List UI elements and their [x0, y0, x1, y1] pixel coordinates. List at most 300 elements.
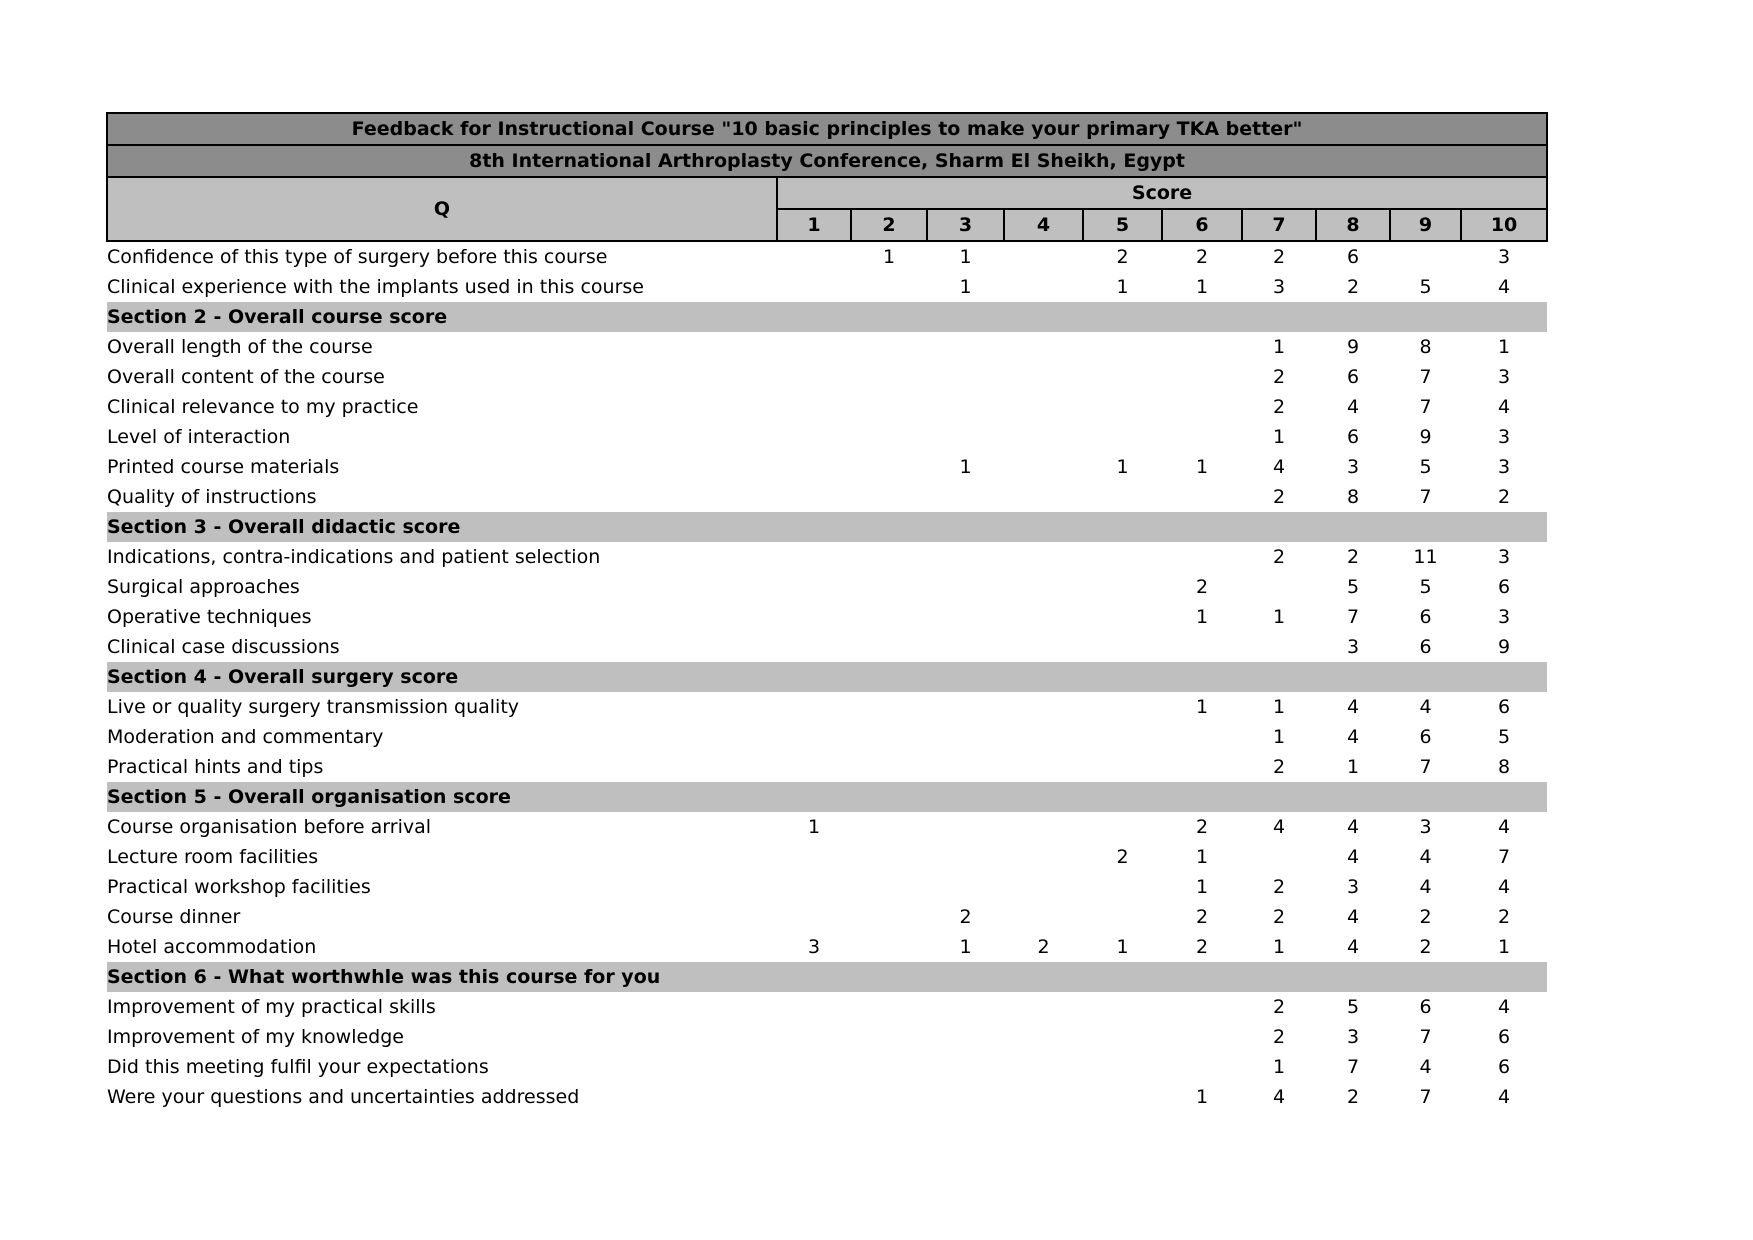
- score-cell: 4: [1346, 846, 1360, 868]
- score-cell: 2: [1195, 246, 1209, 268]
- question-label: Live or quality surgery transmission quality: [107, 696, 520, 718]
- question-label: Practical workshop facilities: [107, 876, 371, 898]
- score-cell: 2: [1419, 906, 1432, 928]
- score-cell: 2: [1272, 756, 1286, 778]
- feedback-table: [106, 112, 1548, 1112]
- score-cell: 3: [1498, 246, 1511, 268]
- score-cell: [1083, 872, 1162, 902]
- section-title: Section 4 - Overall surgery score: [107, 662, 1547, 692]
- question-label: Overall length of the course: [107, 336, 373, 358]
- score-cell: 7: [1346, 606, 1360, 628]
- score-cell: [777, 362, 851, 392]
- score-cell: [1242, 842, 1316, 872]
- score-cell: [1162, 1022, 1242, 1052]
- score-cell: [851, 602, 927, 632]
- section-title: Section 2 - Overall course score: [107, 302, 1547, 332]
- score-cell: [777, 602, 851, 632]
- score-cell: [777, 241, 851, 272]
- score-cell: [927, 572, 1004, 602]
- question-label: Course dinner: [107, 906, 241, 928]
- score-cell: [1004, 1022, 1083, 1052]
- score-cell: 8: [1419, 336, 1432, 358]
- score-cell: [1004, 1052, 1083, 1082]
- score-header-6: 6: [1162, 209, 1242, 241]
- question-label: Moderation and commentary: [107, 726, 384, 748]
- score-cell: [851, 1082, 927, 1112]
- score-cell: 2: [1272, 546, 1286, 568]
- table-row: [107, 542, 1547, 572]
- score-cell: [851, 722, 927, 752]
- question-label: Practical hints and tips: [107, 756, 324, 778]
- question-label: Lecture room facilities: [107, 846, 319, 868]
- score-cell: 1: [1272, 606, 1286, 628]
- score-cell: [1004, 992, 1083, 1022]
- score-cell: [1004, 272, 1083, 302]
- score-cell: [1083, 422, 1162, 452]
- score-cell: 2: [1272, 366, 1286, 388]
- table-row: [107, 572, 1547, 602]
- score-cell: [1004, 452, 1083, 482]
- score-cell: [777, 1022, 851, 1052]
- score-cell: 6: [1346, 426, 1360, 448]
- table-row: [107, 1052, 1547, 1082]
- score-cell: 3: [1498, 366, 1511, 388]
- score-cell: [1162, 362, 1242, 392]
- score-cell: 8: [1346, 486, 1360, 508]
- score-cell: [777, 752, 851, 782]
- score-cell: [851, 422, 927, 452]
- question-label: Surgical approaches: [107, 576, 300, 598]
- score-cell: 3: [1498, 456, 1511, 478]
- score-cell: 3: [1346, 456, 1360, 478]
- score-cell: 6: [1419, 726, 1432, 748]
- question-label: Printed course materials: [107, 456, 340, 478]
- table-row: [107, 482, 1547, 512]
- score-column-header: Score: [777, 177, 1547, 209]
- score-cell: 2: [1272, 1026, 1286, 1048]
- score-cell: [851, 632, 927, 662]
- table-row: [107, 422, 1547, 452]
- score-cell: [851, 332, 927, 362]
- score-cell: [777, 542, 851, 572]
- score-cell: 4: [1419, 846, 1432, 868]
- score-cell: 2: [1272, 486, 1286, 508]
- score-cell: 2: [1346, 546, 1360, 568]
- score-cell: 4: [1419, 696, 1432, 718]
- score-cell: 4: [1498, 396, 1511, 418]
- table-row: [107, 992, 1547, 1022]
- score-cell: [851, 272, 927, 302]
- score-cell: 4: [1346, 816, 1360, 838]
- score-cell: 4: [1419, 1056, 1432, 1078]
- score-cell: [927, 812, 1004, 842]
- table-row: [107, 722, 1547, 752]
- score-cell: 7: [1419, 1026, 1432, 1048]
- score-cell: [927, 422, 1004, 452]
- score-cell: 9: [1419, 426, 1432, 448]
- score-cell: [851, 932, 927, 962]
- score-cell: [1390, 241, 1461, 272]
- score-cell: [1162, 632, 1242, 662]
- score-cell: 6: [1346, 246, 1360, 268]
- question-label: Quality of instructions: [107, 486, 317, 508]
- score-cell: 2: [1037, 936, 1050, 958]
- table-row: [107, 362, 1547, 392]
- table-row: [107, 812, 1547, 842]
- section-header: [107, 782, 1547, 812]
- score-cell: [927, 752, 1004, 782]
- score-cell: [927, 1022, 1004, 1052]
- score-cell: [1083, 482, 1162, 512]
- score-cell: [1004, 722, 1083, 752]
- score-cell: [851, 992, 927, 1022]
- score-cell: 2: [1195, 816, 1209, 838]
- score-cell: 3: [1419, 816, 1432, 838]
- score-cell: 6: [1498, 576, 1511, 598]
- section-header: [107, 512, 1547, 542]
- score-cell: [1162, 752, 1242, 782]
- table-row: [107, 932, 1547, 962]
- score-cell: 5: [1419, 456, 1432, 478]
- table-row: [107, 332, 1547, 362]
- score-cell: [851, 362, 927, 392]
- score-cell: 2: [1116, 846, 1129, 868]
- score-cell: [1004, 482, 1083, 512]
- section-title: Section 6 - What worthwhle was this course for you: [107, 962, 1547, 992]
- question-label: Course organisation before arrival: [107, 816, 432, 838]
- score-cell: 1: [807, 816, 821, 838]
- section-header: [107, 962, 1547, 992]
- score-cell: 2: [1116, 246, 1129, 268]
- section-title: Section 5 - Overall organisation score: [107, 782, 1547, 812]
- score-cell: [1004, 902, 1083, 932]
- table-row: [107, 632, 1547, 662]
- score-cell: 1: [1346, 756, 1360, 778]
- score-cell: 3: [1346, 636, 1360, 658]
- score-cell: [1004, 241, 1083, 272]
- score-cell: 2: [1272, 246, 1286, 268]
- table-subtitle: 8th International Arthroplasty Conference, Sharm El Sheikh, Egypt: [107, 145, 1547, 177]
- score-cell: [851, 1052, 927, 1082]
- question-label: Improvement of my practical skills: [107, 996, 436, 1018]
- score-header-9: 9: [1390, 209, 1461, 241]
- score-cell: [1004, 842, 1083, 872]
- score-cell: 3: [1272, 276, 1286, 298]
- score-cell: 5: [1498, 726, 1511, 748]
- score-cell: 3: [807, 936, 821, 958]
- score-cell: [777, 992, 851, 1022]
- table-title: Feedback for Instructional Course "10 basic principles to make your primary TKA better": [107, 113, 1547, 145]
- score-cell: [1083, 572, 1162, 602]
- score-cell: [927, 392, 1004, 422]
- score-cell: [777, 872, 851, 902]
- score-cell: 1: [1116, 456, 1129, 478]
- score-cell: 1: [1195, 876, 1209, 898]
- score-cell: 4: [1272, 1086, 1286, 1108]
- score-cell: [927, 332, 1004, 362]
- score-cell: 7: [1419, 1086, 1432, 1108]
- score-cell: 11: [1413, 546, 1438, 568]
- score-cell: 1: [1116, 276, 1129, 298]
- table-row: [107, 392, 1547, 422]
- score-cell: [851, 872, 927, 902]
- score-cell: [927, 602, 1004, 632]
- score-cell: [1083, 812, 1162, 842]
- score-cell: [1083, 992, 1162, 1022]
- score-cell: [1004, 542, 1083, 572]
- score-cell: [777, 842, 851, 872]
- score-cell: 1: [959, 456, 972, 478]
- score-cell: [1004, 632, 1083, 662]
- score-cell: [777, 392, 851, 422]
- score-cell: [927, 692, 1004, 722]
- score-cell: [927, 482, 1004, 512]
- score-cell: 4: [1419, 876, 1432, 898]
- score-cell: 1: [1195, 696, 1209, 718]
- score-cell: 6: [1498, 696, 1511, 718]
- score-cell: [1004, 602, 1083, 632]
- score-cell: 2: [1272, 876, 1286, 898]
- score-cell: 4: [1346, 906, 1360, 928]
- score-cell: [851, 1022, 927, 1052]
- score-cell: [851, 482, 927, 512]
- score-cell: [1083, 392, 1162, 422]
- score-cell: 1: [1272, 336, 1286, 358]
- score-cell: [777, 722, 851, 752]
- score-cell: [777, 1052, 851, 1082]
- score-cell: 4: [1498, 876, 1511, 898]
- score-cell: 1: [1195, 1086, 1209, 1108]
- score-cell: 1: [1195, 606, 1209, 628]
- score-cell: 1: [882, 246, 896, 268]
- score-cell: [1083, 1052, 1162, 1082]
- score-cell: 8: [1498, 756, 1511, 778]
- score-cell: [851, 542, 927, 572]
- score-cell: 4: [1498, 996, 1511, 1018]
- score-cell: [1162, 392, 1242, 422]
- score-cell: [1004, 692, 1083, 722]
- score-header-5: 5: [1083, 209, 1162, 241]
- score-cell: 2: [1272, 906, 1286, 928]
- score-cell: [851, 692, 927, 722]
- table-row: [107, 1022, 1547, 1052]
- score-cell: 3: [1498, 426, 1511, 448]
- score-cell: [927, 1082, 1004, 1112]
- score-cell: 2: [1272, 396, 1286, 418]
- score-cell: 5: [1419, 276, 1432, 298]
- score-cell: [1162, 722, 1242, 752]
- score-cell: 9: [1346, 336, 1360, 358]
- score-cell: 6: [1419, 996, 1432, 1018]
- score-cell: [1083, 752, 1162, 782]
- section-title: Section 3 - Overall didactic score: [107, 512, 1547, 542]
- table-row: [107, 842, 1547, 872]
- score-cell: 4: [1346, 396, 1360, 418]
- score-cell: 6: [1346, 366, 1360, 388]
- score-cell: 1: [1272, 426, 1286, 448]
- score-cell: 3: [1346, 1026, 1360, 1048]
- score-cell: [1004, 422, 1083, 452]
- score-cell: 2: [1498, 906, 1511, 928]
- score-cell: [1083, 332, 1162, 362]
- score-cell: 1: [959, 276, 972, 298]
- section-header: [107, 662, 1547, 692]
- score-cell: 1: [1116, 936, 1129, 958]
- score-cell: 1: [1498, 336, 1511, 358]
- score-cell: 2: [1419, 936, 1432, 958]
- score-cell: 7: [1419, 756, 1432, 778]
- score-cell: [1162, 1052, 1242, 1082]
- score-cell: [777, 902, 851, 932]
- score-cell: [1083, 1022, 1162, 1052]
- section-header: [107, 302, 1547, 332]
- score-cell: [927, 722, 1004, 752]
- score-cell: 4: [1346, 936, 1360, 958]
- score-cell: 4: [1498, 1086, 1511, 1108]
- score-cell: 2: [959, 906, 972, 928]
- score-cell: 2: [1195, 936, 1209, 958]
- table-row: [107, 1082, 1547, 1112]
- score-cell: [1083, 902, 1162, 932]
- score-cell: 3: [1498, 606, 1511, 628]
- score-cell: [1004, 872, 1083, 902]
- score-header-8: 8: [1316, 209, 1390, 241]
- question-label: Were your questions and uncertainties addressed: [107, 1086, 580, 1108]
- table-row: [107, 692, 1547, 722]
- score-cell: [777, 632, 851, 662]
- score-cell: 9: [1498, 636, 1511, 658]
- table-row: [107, 272, 1547, 302]
- score-cell: [1004, 1082, 1083, 1112]
- score-cell: [1162, 542, 1242, 572]
- score-cell: [1162, 422, 1242, 452]
- score-cell: [851, 452, 927, 482]
- score-cell: [927, 842, 1004, 872]
- score-cell: [777, 692, 851, 722]
- table-row: [107, 752, 1547, 782]
- score-cell: 5: [1419, 576, 1432, 598]
- question-label: Operative techniques: [107, 606, 312, 628]
- score-cell: 1: [1272, 1056, 1286, 1078]
- score-cell: [927, 542, 1004, 572]
- score-cell: [777, 272, 851, 302]
- score-cell: [851, 812, 927, 842]
- score-header-4: 4: [1004, 209, 1083, 241]
- score-cell: 4: [1272, 456, 1286, 478]
- score-cell: 1: [1272, 696, 1286, 718]
- score-cell: [851, 572, 927, 602]
- score-header-2: 2: [851, 209, 927, 241]
- question-label: Clinical relevance to my practice: [107, 396, 419, 418]
- score-cell: 2: [1346, 1086, 1360, 1108]
- score-cell: 1: [1272, 726, 1286, 748]
- table-row: [107, 241, 1547, 272]
- score-cell: [1004, 812, 1083, 842]
- score-cell: 1: [1195, 456, 1209, 478]
- question-label: Clinical experience with the implants used in this course: [107, 276, 644, 298]
- score-cell: 2: [1195, 576, 1209, 598]
- score-cell: 7: [1346, 1056, 1360, 1078]
- score-cell: 1: [1498, 936, 1511, 958]
- score-cell: 2: [1498, 486, 1511, 508]
- score-header-10: 10: [1461, 209, 1547, 241]
- table-row: [107, 452, 1547, 482]
- score-cell: 3: [1498, 546, 1511, 568]
- score-cell: 1: [959, 246, 972, 268]
- score-cell: 7: [1498, 846, 1511, 868]
- score-cell: [1004, 332, 1083, 362]
- score-cell: 5: [1346, 576, 1360, 598]
- question-label: Hotel accommodation: [107, 936, 317, 958]
- score-cell: [1083, 722, 1162, 752]
- score-cell: 4: [1346, 726, 1360, 748]
- score-cell: 6: [1498, 1026, 1511, 1048]
- score-cell: 2: [1272, 996, 1286, 1018]
- score-cell: 7: [1419, 366, 1432, 388]
- score-cell: [1162, 992, 1242, 1022]
- score-cell: [851, 842, 927, 872]
- score-cell: [1004, 392, 1083, 422]
- score-header-7: 7: [1242, 209, 1316, 241]
- score-cell: [851, 392, 927, 422]
- question-label: Clinical case discussions: [107, 636, 340, 658]
- score-cell: [1083, 692, 1162, 722]
- score-cell: [851, 752, 927, 782]
- score-cell: 6: [1419, 636, 1432, 658]
- score-cell: [777, 422, 851, 452]
- score-cell: 4: [1498, 276, 1511, 298]
- score-cell: [777, 1082, 851, 1112]
- score-cell: [1004, 572, 1083, 602]
- score-cell: [777, 332, 851, 362]
- score-cell: [1242, 632, 1316, 662]
- score-header-1: 1: [777, 209, 851, 241]
- score-cell: 2: [1346, 276, 1360, 298]
- score-cell: 5: [1346, 996, 1360, 1018]
- score-cell: [1083, 632, 1162, 662]
- score-cell: 4: [1346, 696, 1360, 718]
- score-cell: [1162, 332, 1242, 362]
- score-cell: 6: [1419, 606, 1432, 628]
- table-row: [107, 602, 1547, 632]
- question-label: Indications, contra-indications and patient selection: [107, 546, 601, 568]
- question-label: Overall content of the course: [107, 366, 385, 388]
- score-header-3: 3: [927, 209, 1004, 241]
- score-cell: 1: [1195, 276, 1209, 298]
- score-cell: 1: [1195, 846, 1209, 868]
- score-cell: [927, 1052, 1004, 1082]
- score-cell: [777, 482, 851, 512]
- score-cell: [927, 992, 1004, 1022]
- table-row: [107, 872, 1547, 902]
- score-cell: [1004, 362, 1083, 392]
- score-cell: 1: [959, 936, 972, 958]
- score-cell: [1083, 362, 1162, 392]
- score-cell: [927, 632, 1004, 662]
- score-cell: [1162, 482, 1242, 512]
- score-cell: [927, 362, 1004, 392]
- score-cell: 4: [1498, 816, 1511, 838]
- question-label: Level of interaction: [107, 426, 291, 448]
- score-cell: 1: [1272, 936, 1286, 958]
- score-cell: [927, 872, 1004, 902]
- score-cell: [1083, 542, 1162, 572]
- question-label: Confidence of this type of surgery before this course: [107, 246, 608, 268]
- score-cell: [851, 902, 927, 932]
- score-cell: [777, 452, 851, 482]
- question-label: Improvement of my knowledge: [107, 1026, 404, 1048]
- score-cell: [1083, 602, 1162, 632]
